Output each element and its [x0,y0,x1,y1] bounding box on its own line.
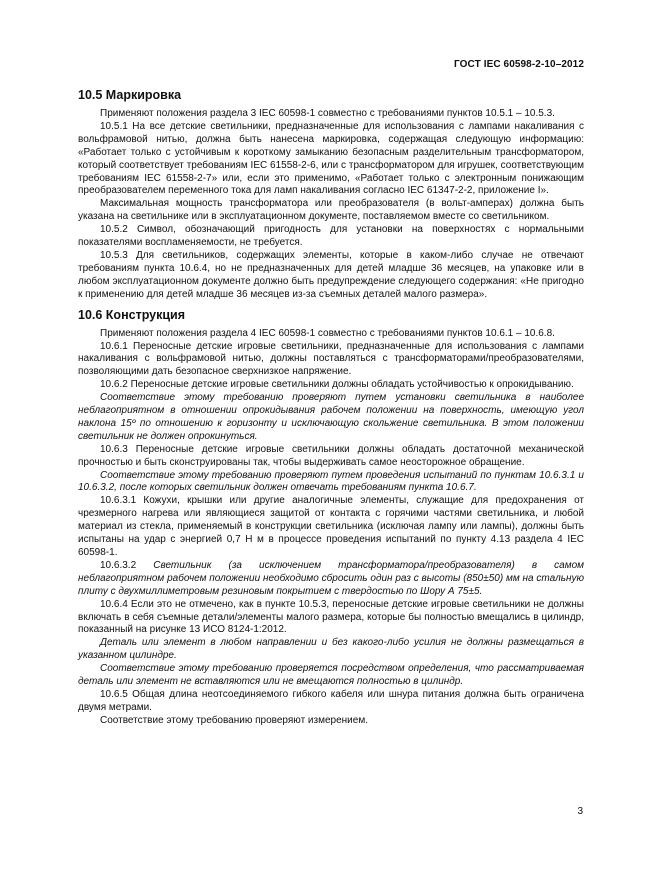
paragraph: 10.6.2 Переносные детские игровые светильники должны обладать устойчивостью к опрокидыванию. [100,379,574,391]
paragraph: 10.6.4 Если это не отмечено, как в пункте 10.5.3, переносные детские игровые светильники не должны включать в себя съемные детали/элементы малого размера, которые бы полностью вмещались в цилиндр, показанный на рисунке 13 ИСО 8124-1:2012. [78,598,584,636]
paragraph: 10.5.1 На все детские светильники, предназначенные для использования с лампами накаливания с вольфрамовой нитью, должна быть нанесена маркировка, содержащая следующую информацию: «Работает только с устойчивым к короткому замыканию безопасным разделительным трансформатором, который соответствует требованиям IEC 61558-2-6, или с трансформатором для игрушек, соответствующим требованиям IEC 61558-2-7» или, если это применимо, «Работает только с электронным понижающим преобразователем переменного тока для ламп накаливания согласно IEC 61347-2-2, приложение I». [78,120,584,197]
page-number: 3 [577,806,583,817]
paragraph-italic: Соответствие этому требованию проверяют путем проведения испытаний по пунктам 10.6.3.1 и 10.6.3.2, после которых светильник должен отвечать требованиям пункта 10.6.7. [78,469,584,494]
section-title-construction: 10.6 Конструкция [78,307,186,322]
paragraph: 10.6.5 Общая длина неотсоединяемого гибкого кабеля или шнура питания должна быть ограничена двумя метрами. [78,688,584,713]
paragraph: Применяют положения раздела 3 IEC 60598-1 совместно с требованиями пунктов 10.5.1 – 10.5.3. [100,108,555,119]
paragraph-italic-text: Светильник (за исключением трансформатора/преобразователя) в самом неблагоприятном рабочем положении необходимо сбросить один раз с высоты (850±50) мм на стальную плиту с двухмиллиметровым резиновым покрытием с твердостью по Шору А 75±5. [78,559,584,597]
paragraph: 10.6.3 Переносные детские игровые светильники должны обладать достаточной механической прочностью и быть сконструированы так, чтобы выдерживать самое неосторожное обращение. [78,443,584,468]
paragraph: Применяют положения раздела 4 IEC 60598-1 совместно с требованиями пунктов 10.6.1 – 10.6.8. [100,327,555,339]
paragraph: 10.5.3 Для светильников, содержащих элементы, которые в каком-либо случае не отвечают требованиям пункта 10.6.4, но не предназначенных для детей младше 36 месяцев, на упаковке или в любом эксплуатационном документе должно быть предупреждение следующего содержания: «Не пригодно к применению для детей младше 36 месяцев из-за съемных деталей малого размера». [78,249,584,300]
section-title-marking: 10.5 Маркировка [78,88,182,102]
paragraph-italic: Соответствие этому требованию проверяется посредством определения, что рассматриваемая деталь или элемент не вставляются или не вмещаются полностью в цилиндр. [78,663,584,688]
paragraph: Соответствие этому требованию проверяют измерением. [100,714,368,726]
paragraph: Максимальная мощность трансформатора или преобразователя (в вольт-амперах) должна быть указана на светильнике или в эксплуатационном документе, поставляемом вместе со светильником. [78,198,584,223]
paragraph: 10.6.1 Переносные детские игровые светильники, предназначенные для использования с лампами накаливания с вольфрамовой нитью, должны поставляться с трансформаторами/преобразователями, позволяющими дать безопасное сверхнизкое напряжение. [78,340,584,378]
paragraph-italic: Соответствие этому требованию проверяют путем установки светильника в наиболее неблагоприятном в отношении опрокидывания рабочем положении на поверхность, имеющую угол наклона 15º по отношению к горизонту и исключающую скольжение светильника. В этом положении светильник не должен опрокинуться. [78,392,584,442]
paragraph: 10.5.2 Символ, обозначающий пригодность для установки на поверхностях с нормальными показателями воспламеняемости, не требуется. [78,224,584,249]
page-content [78,88,584,728]
paragraph-with-number [78,560,584,599]
clause-number: 10.6.3.2 [100,559,137,571]
document-header: ГОСТ IEC 60598-2-10–2012 [454,59,584,70]
paragraph-italic: Деталь или элемент в любом направлении и без какого-либо усилия не должны размещаться в указанном цилиндре. [78,637,584,662]
paragraph: 10.6.3.1 Кожухи, крышки или другие аналогичные элементы, служащие для предохранения от чрезмерного нагрева или являющиеся защитой от контакта с горячими частями светильника, и любой материал из стекла, применяемый в конструкции светильника (исключая лампу или лампы), должны быть испытаны на удар с энергией 0,7 Н м в процессе проведения испытаний по пункту 4.13 раздела 4 IEC 60598-1. [78,495,584,558]
